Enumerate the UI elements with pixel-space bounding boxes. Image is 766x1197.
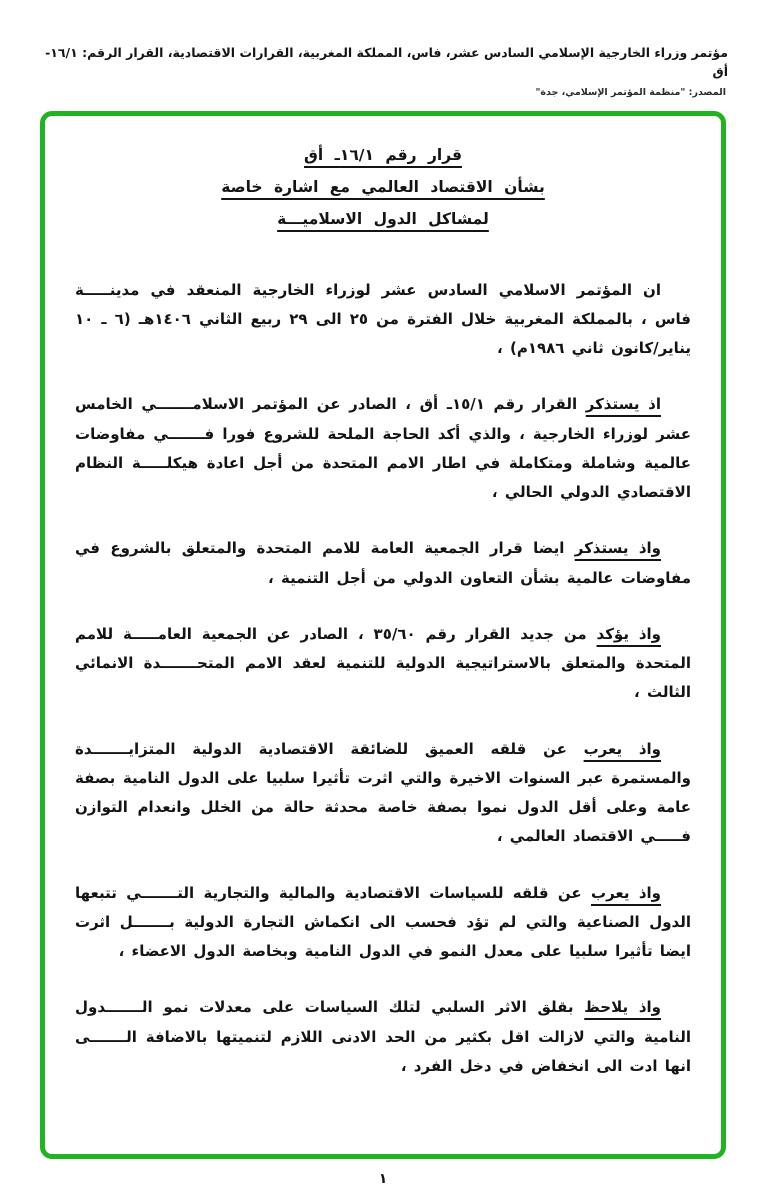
resolution-subject-title	[69, 178, 697, 196]
paragraph-text: ايضا قرار الجمعية العامة للامم المتحدة والمتعلق بالشروع في مفاوضات عالمية بشأن التعاون الدولي من أجل التنمية ،	[75, 539, 691, 587]
document-frame	[40, 111, 726, 1160]
paragraph-text: عن قلقه للسياسات الاقتصادية والمالية والتجارية التـــــــي تتبعها الدول الصناعية والتي لم تؤد فحسب الى انكماش التجارة الدولية بـــــــل اثرت ايضا تأثيرا سلبيا على معدل النمو في الدول النامية وبخاصة الدول الاعضاء ،	[75, 883, 691, 960]
paragraph-expressing-concern-2	[75, 879, 691, 967]
paragraph-reaffirming	[75, 620, 691, 708]
paragraph-lead: اذ يستذكر	[585, 395, 661, 414]
source-line: المصدر: "منظمة المؤتمر الإسلامي، جدة"	[535, 86, 726, 98]
paragraph-lead: واذ يستذكر	[574, 539, 661, 558]
paragraph-lead: واذ يلاحظ	[584, 998, 661, 1017]
paragraph-noting	[75, 993, 691, 1081]
paragraph-text: عن قلقه العميق للضائقة الاقتصادية الدولية المتزايـــــــدة والمستمرة عبر السنوات الاخيرة والتي اثرت تأثيرا سلبيا على الدول النامية بصفة عامة وعلى أقل الدول نموا بصفة خاصة محدثة حالة من الخلل وانعدام التوازن فـــــي الاقتصاد العالمي ،	[75, 739, 691, 846]
resolution-subject-text: بشأن الاقتصاد العالمي مع اشارة خاصة	[221, 177, 545, 196]
page-number: ١	[378, 1171, 388, 1187]
paragraph-text: القرار رقم ١٥/١ـ أق ، الصادر عن المؤتمر الاسلامـــــــي الخامس عشر لوزراء الخارجية ، والذي أكد الحاجة الملحة للشروع فورا فـــــــي مفاوضات عالمية وشاملة ومتكاملة في اطار الامم المتحدة من أجل اعادة هيكلـــــة النظام الاقتصادي الدولي الحالي ،	[75, 395, 691, 501]
paragraph-recalling-also	[75, 534, 691, 593]
resolution-number-text: قرار رقم ١٦/١ـ أق	[304, 145, 462, 164]
paragraph-lead: واذ يؤكد	[596, 624, 661, 643]
resolution-subtitle	[69, 210, 697, 228]
paragraph-text: من جديد القرار رقم ٣٥/٦٠ ، الصادر عن الجمعية العامـــــة للامم المتحدة والمتعلق بالاستراتيجية الدولية للتنمية لعقد الامم المتحـــــــدة الانمائي الثالث ،	[75, 624, 691, 702]
paragraph-expressing-concern-1	[75, 735, 691, 852]
resolution-subtitle-text: لمشاكل الدول الاسلاميـــة	[277, 209, 489, 228]
paragraph-preamble	[75, 276, 691, 364]
paragraph-text: بقلق الاثر السلبي لتلك السياسات على معدلات نمو الـــــــدول النامية والتي لازالت اقل بكثير من الحد الادنى اللازم لتنميتها بالاضافة الـــــــى انها ادت الى انخفاض في دخل الفرد ،	[75, 998, 691, 1075]
paragraph-recalling	[75, 390, 691, 507]
resolution-title-block	[69, 146, 697, 228]
paragraph-lead: واذ يعرب	[591, 883, 661, 902]
paragraph-text: ان المؤتمر الاسلامي السادس عشر لوزراء الخارجية المنعقد في مدينـــــة فاس ، بالمملكة المغربية خلال الفترة من ٢٥ الى ٢٩ ربيع الثاني ١٤٠٦هـ (٦ ـ ١٠ يناير/كانون ثاني ١٩٨٦م) ،	[75, 280, 691, 357]
resolution-number-title	[69, 146, 697, 164]
header-citation: مؤتمر وزراء الخارجية الإسلامي السادس عشر، فاس، المملكة المغربية، القرارات الاقتصادية، القرار الرقم: ١٦/١-أق	[45, 45, 728, 79]
paragraph-lead: واذ يعرب	[583, 739, 662, 758]
